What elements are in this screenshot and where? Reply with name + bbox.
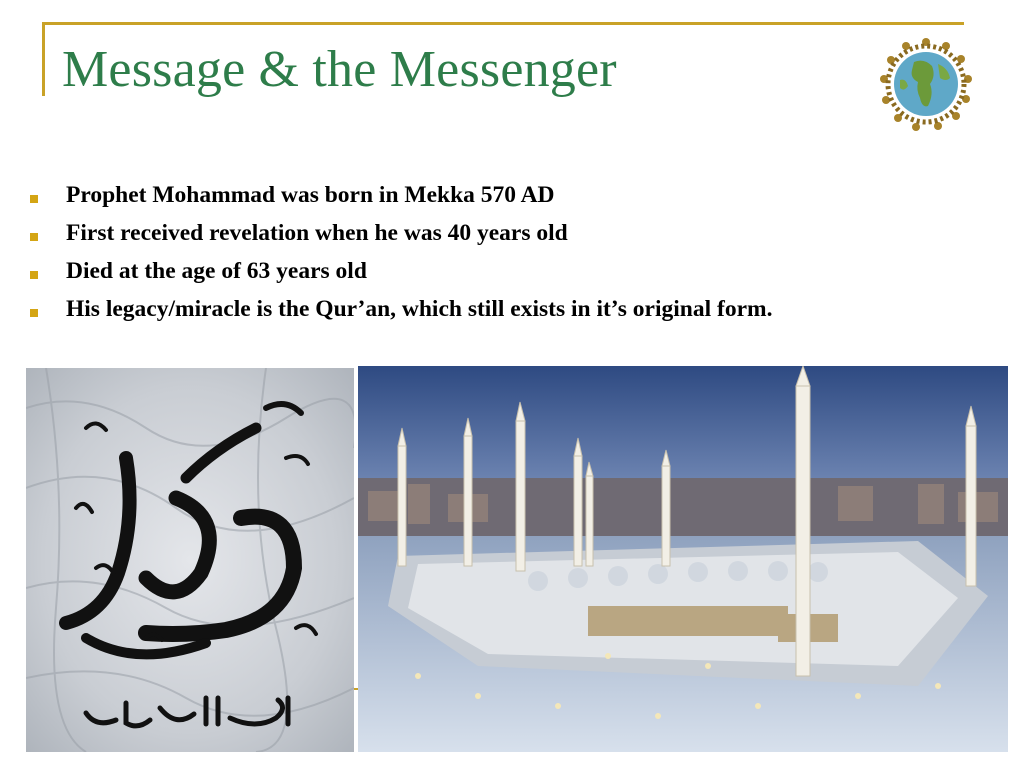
- bullet-marker: [30, 271, 38, 279]
- bullet-text: Died at the age of 63 years old: [66, 258, 367, 284]
- frame-left-line: [42, 22, 45, 96]
- arabic-calligraphy-muhammad-image: [26, 368, 354, 752]
- bullet-text: His legacy/miracle is the Qur’an, which still exists in it’s original form.: [66, 296, 773, 322]
- slide-title: Message & the Messenger: [62, 41, 617, 98]
- bullet-marker: [30, 233, 38, 241]
- bullet-marker: [30, 195, 38, 203]
- bullet-text: Prophet Mohammad was born in Mekka 570 AD: [66, 182, 555, 208]
- globe-with-people-icon: [876, 34, 976, 134]
- mosque-night-image: [358, 366, 1008, 752]
- bullet-text: First received revelation when he was 40 years old: [66, 220, 568, 246]
- bullet-marker: [30, 309, 38, 317]
- frame-top-line: [42, 22, 964, 25]
